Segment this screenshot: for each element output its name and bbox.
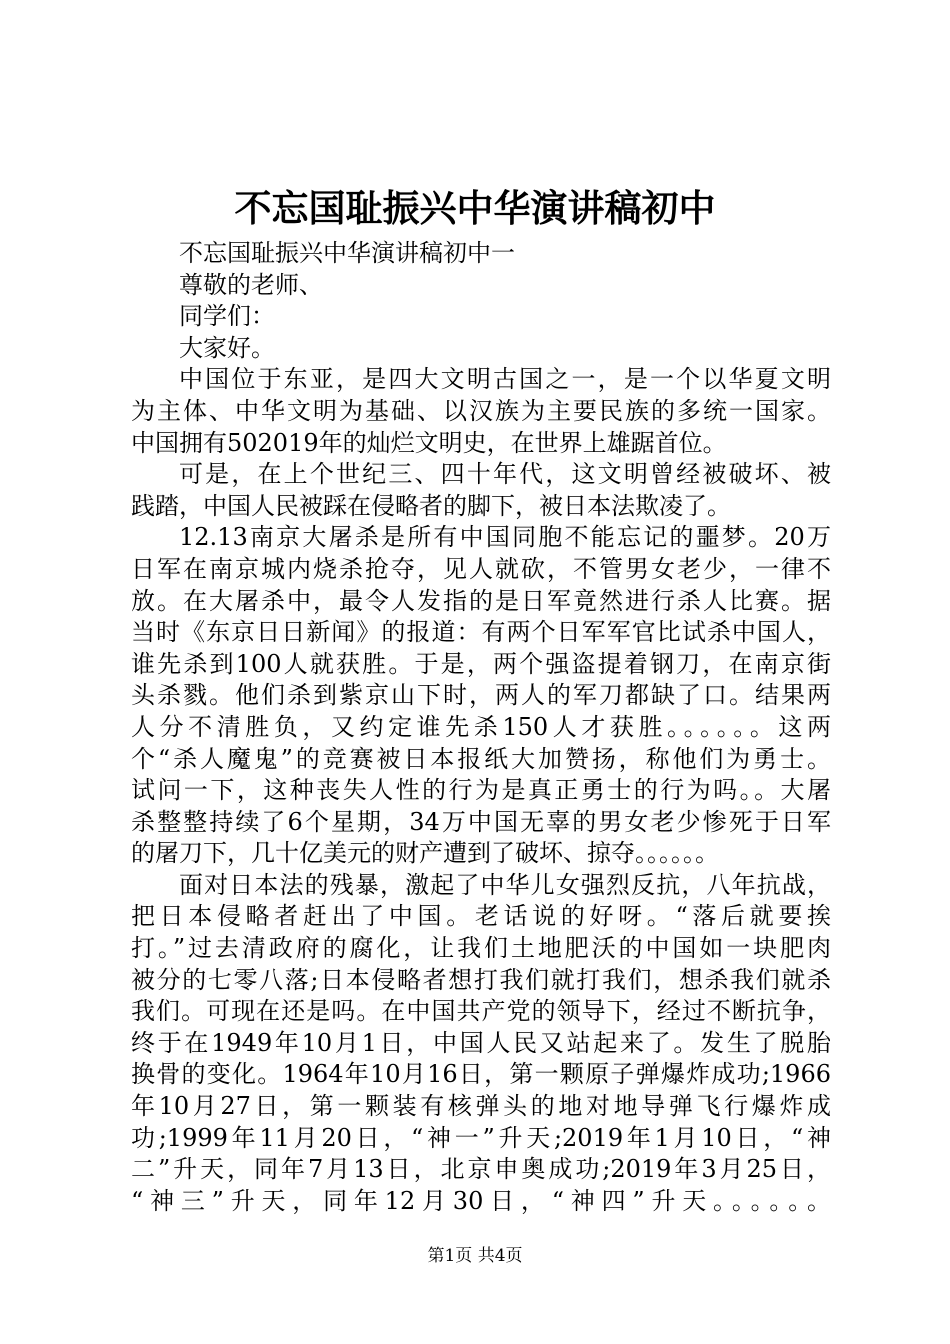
- text-line: 中国拥有502019年的灿烂文明史，在世界上雄踞首位。: [131, 428, 727, 457]
- text-line: 功;1999年11月20日，“神一”升天;2019年1月10日，“神: [131, 1123, 831, 1152]
- text-line: 面对日本法的残暴，激起了中华儿女强烈反抗，八年抗战，: [179, 870, 831, 899]
- document-title: 不忘国耻振兴中华演讲稿初中: [234, 186, 716, 230]
- text-line: 打。”过去清政府的腐化，让我们土地肥沃的中国如一块肥肉: [131, 934, 831, 963]
- document-body: [131, 238, 831, 1217]
- text-line: 可是，在上个世纪三、四十年代，这文明曾经被破坏、被: [179, 460, 831, 489]
- text-line: 谁先杀到100人就获胜。于是，两个强盗提着钢刀，在南京街: [131, 649, 831, 678]
- text-line: 换骨的变化。1964年10月16日，第一颗原子弹爆炸成功;1966: [131, 1060, 831, 1089]
- text-line: 同学们：: [179, 302, 275, 331]
- text-line: 大家好。: [179, 333, 275, 362]
- text-line: “神三”升天，同年12月30日，“神四”升天。。。。。。: [131, 1186, 831, 1215]
- text-line: 放。在大屠杀中，最令人发指的是日军竟然进行杀人比赛。据: [131, 586, 831, 615]
- text-line: 我们。可现在还是吗。在中国共产党的领导下，经过不断抗争，: [131, 997, 831, 1026]
- text-line: 践踏，中国人民被踩在侵略者的脚下，被日本法欺凌了。: [131, 491, 731, 520]
- text-line: 12.13南京大屠杀是所有中国同胞不能忘记的噩梦。20万: [179, 523, 831, 552]
- page-footer: 第1页 共4页: [427, 1246, 523, 1266]
- text-line: 个“杀人魔鬼”的竞赛被日本报纸大加赞扬，称他们为勇士。: [131, 744, 831, 773]
- text-line: 的屠刀下，几十亿美元的财产遭到了破坏、掠夺。。。。。。: [131, 839, 719, 868]
- text-line: 为主体、中华文明为基础、以汉族为主要民族的多统一国家。: [131, 396, 831, 425]
- text-line: 杀整整持续了6个星期，34万中国无辜的男女老少惨死于日军: [131, 807, 831, 836]
- text-line: 尊敬的老师、: [179, 270, 323, 299]
- text-line: 年10月27日，第一颗装有核弹头的地对地导弹飞行爆炸成: [131, 1092, 831, 1121]
- text-line: 不忘国耻振兴中华演讲稿初中一: [179, 239, 515, 267]
- text-line: 当时《东京日日新闻》的报道：有两个日军军官比试杀中国人，: [131, 618, 831, 647]
- text-line: 中国位于东亚，是四大文明古国之一，是一个以华夏文明: [179, 365, 831, 394]
- text-line: 试问一下，这种丧失人性的行为是真正勇士的行为吗。。大屠: [131, 776, 831, 805]
- text-line: 人分不清胜负，又约定谁先杀150人才获胜。。。。。。这两: [131, 712, 831, 741]
- text-line: 二”升天，同年7月13日，北京申奥成功;2019年3月25日，: [131, 1155, 831, 1184]
- text-line: 日军在南京城内烧杀抢夺，见人就砍，不管男女老少，一律不: [131, 554, 831, 583]
- text-line: 被分的七零八落;日本侵略者想打我们就打我们，想杀我们就杀: [131, 965, 831, 994]
- text-line: 终于在1949年10月1日，中国人民又站起来了。发生了脱胎: [131, 1028, 831, 1057]
- text-line: 把日本侵略者赶出了中国。老话说的好呀。“落后就要挨: [131, 902, 831, 931]
- text-line: 头杀戮。他们杀到紫京山下时，两人的军刀都缺了口。结果两: [131, 681, 831, 710]
